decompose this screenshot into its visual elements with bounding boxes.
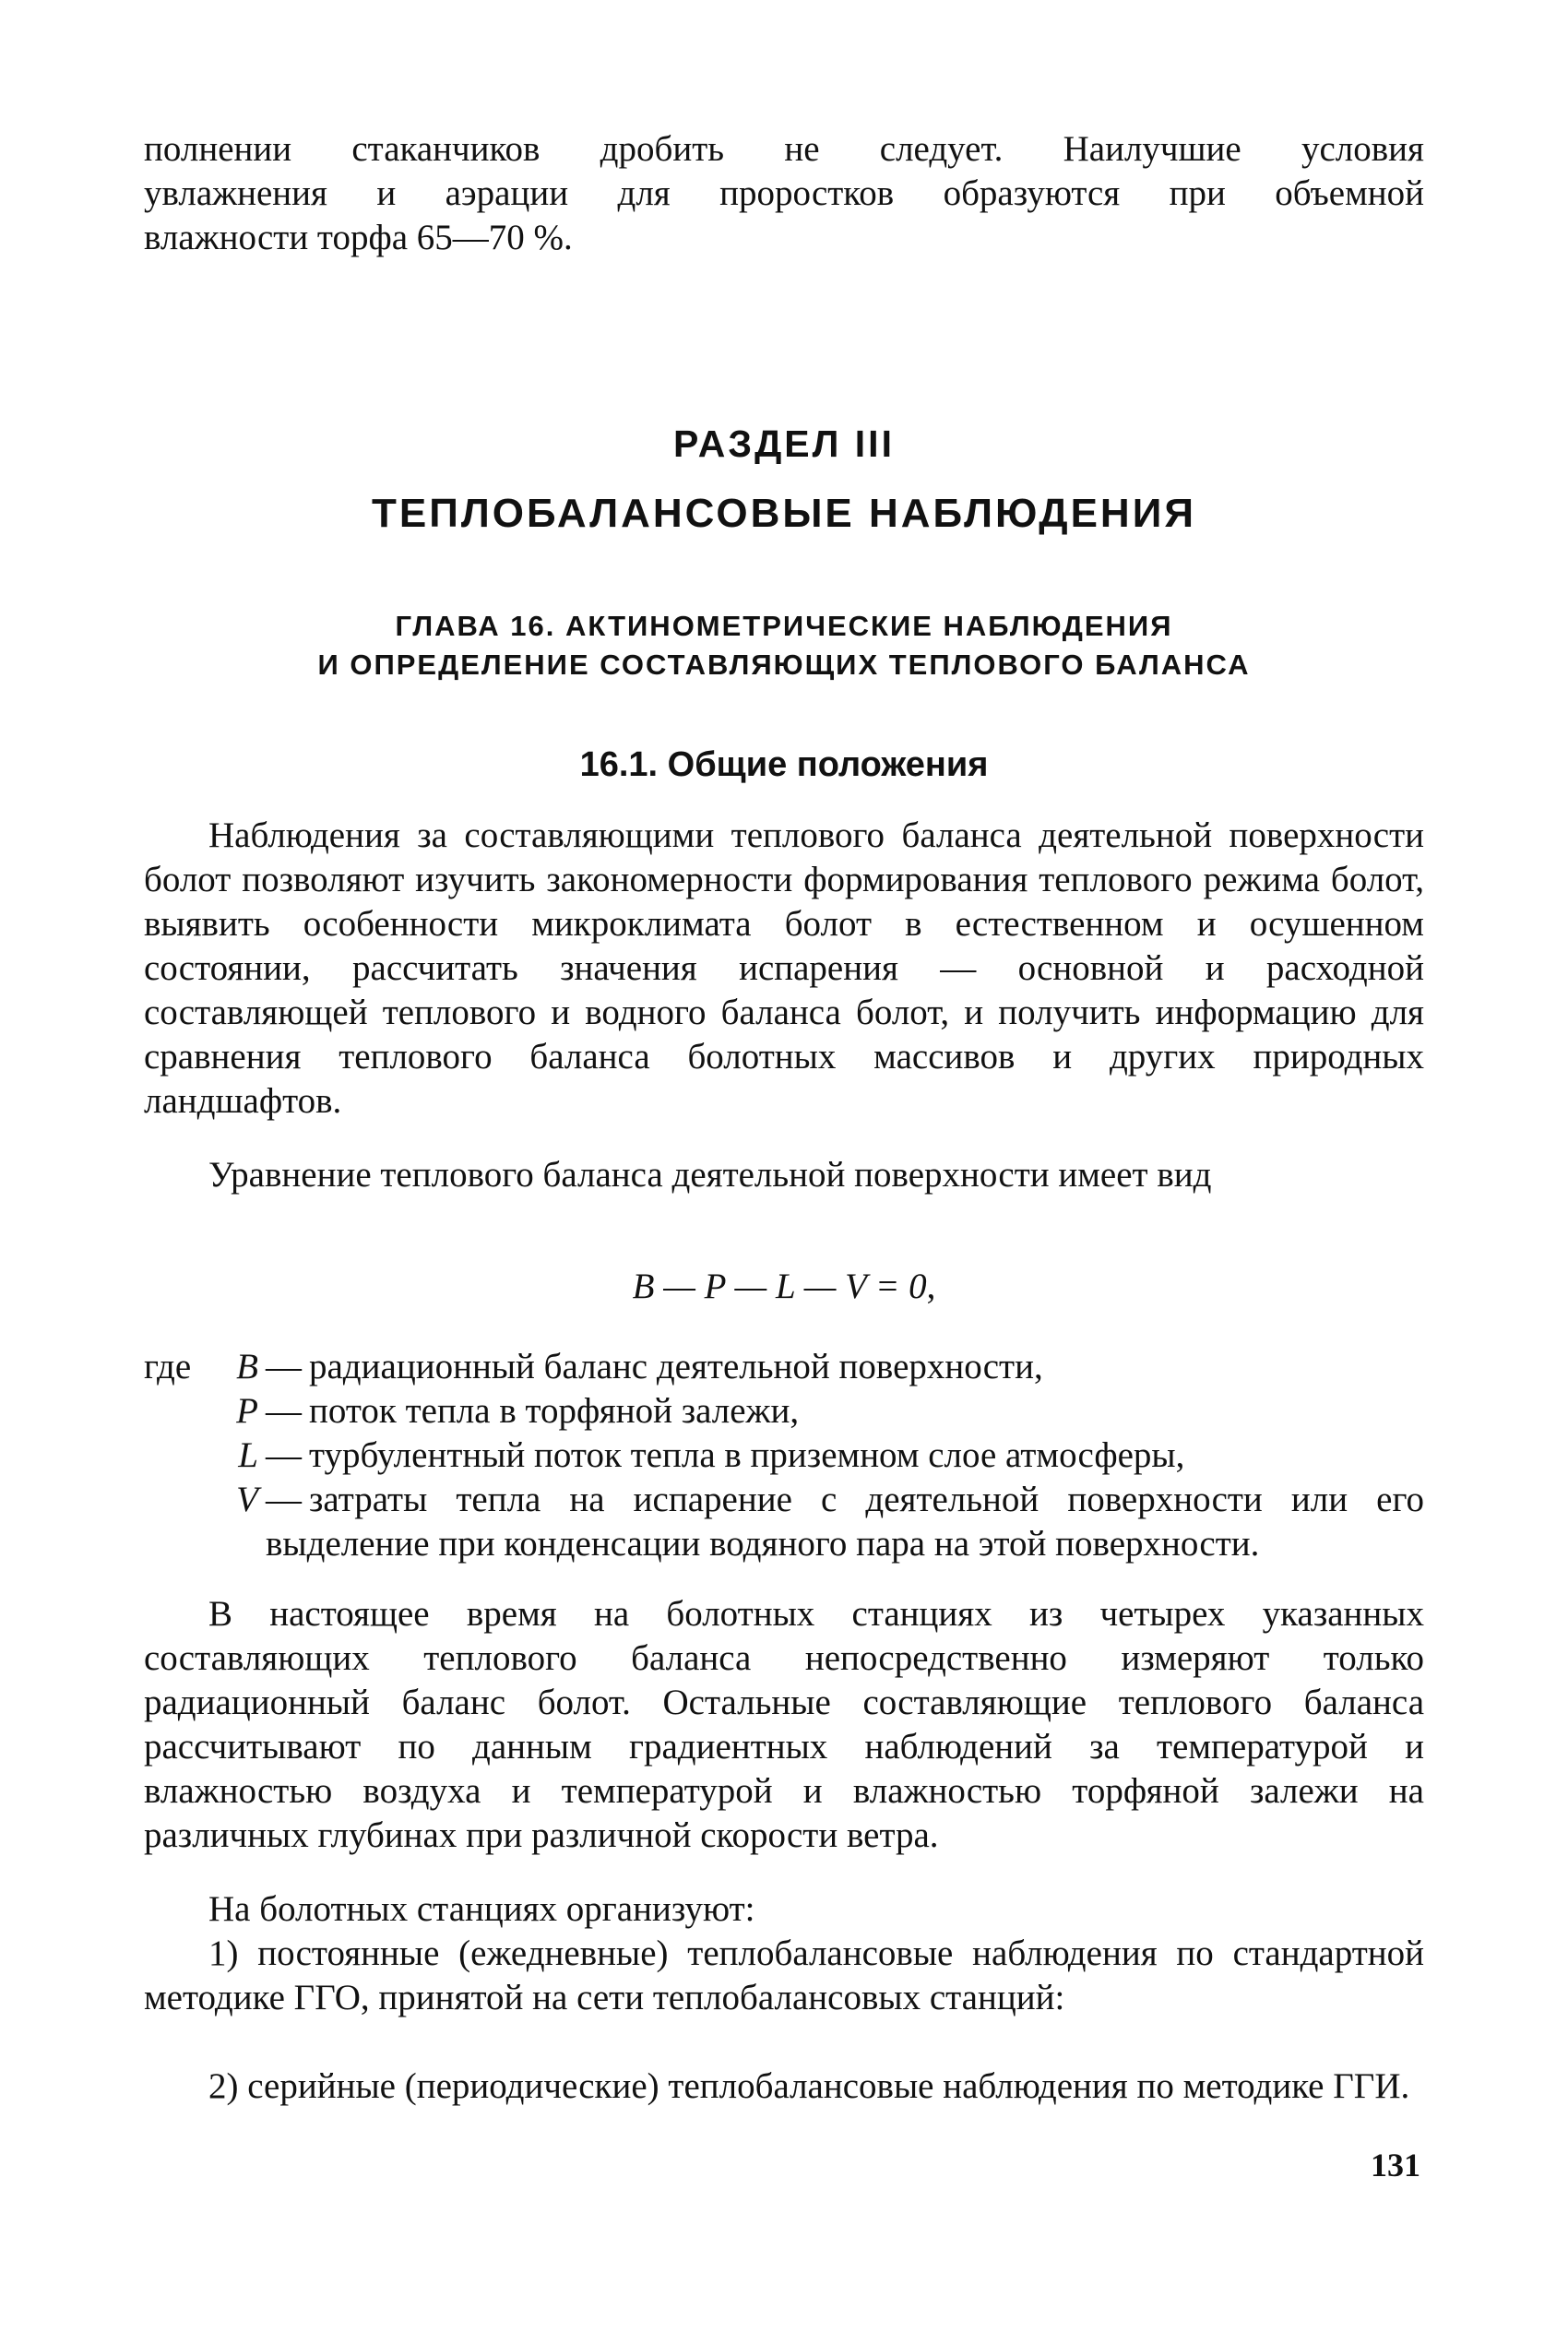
- definition-text: турбулентный поток тепла в приземном слое атмосферы,: [309, 1435, 1185, 1475]
- definitions-list: [144, 1345, 1424, 1566]
- chapter-title-line-2: И ОПРЕДЕЛЕНИЕ СОСТАВЛЯЮЩИХ ТЕПЛОВОГО БАЛАНСА: [317, 648, 1251, 681]
- chapter-title-line-1: ГЛАВА 16. АКТИНОМЕТРИЧЕСКИЕ НАБЛЮДЕНИЯ: [395, 610, 1173, 642]
- definition-symbol: V: [236, 1480, 258, 1519]
- definition-text: поток тепла в торфяной залежи,: [309, 1391, 800, 1431]
- paragraph-4: На болотных станциях организуют:: [208, 1889, 755, 1929]
- definition-symbol: B: [236, 1347, 258, 1386]
- page-number: 131: [1371, 2147, 1420, 2183]
- chapter-title: [144, 607, 1424, 684]
- top-paragraph-line: влажности торфа 65—70 %.: [144, 218, 573, 257]
- paragraph-1: Наблюдения за составляющими теплового баланса деятельной поверхности болот позволяют изучить закономерности формирования теплового режима болот, выявить особенности микроклимата болот в естественном и осушенном состоянии, рассчитать значения испарения — основной и расходной составляющей теплового и водного баланса болот, и получить информацию для сравнения теплового баланса болотных массивов и других природных ландшафтов.: [144, 815, 1424, 1121]
- definition-dash: —: [266, 1347, 302, 1386]
- paragraph-2: Уравнение теплового баланса деятельной поверхности имеет вид: [208, 1155, 1212, 1195]
- top-paragraph-line: полнении стаканчиков дробить не следует. Наилучшие условия: [144, 129, 1424, 169]
- definition-dash: —: [266, 1435, 302, 1475]
- top-paragraph-line: увлажнения и аэрации для проростков образуются при объемной: [144, 173, 1424, 213]
- definition-text: радиационный баланс деятельной поверхности,: [309, 1347, 1043, 1386]
- definition-row: [144, 1389, 1424, 1434]
- definition-dash: —: [266, 1480, 302, 1519]
- definitions-prefix: где: [144, 1347, 192, 1386]
- definition-symbol: P: [236, 1391, 258, 1431]
- top-paragraph: [144, 127, 1424, 260]
- section-title: ТЕПЛОБАЛАНСОВЫЕ НАБЛЮДЕНИЯ: [372, 491, 1196, 536]
- paragraph-3: В настоящее время на болотных станциях из четырех указанных составляющих теплового баланса непосредственно измеряют только радиационный баланс болот. Остальные составляющие теплового баланса рассчитывают по данным градиентных наблюдений за температурой и влажностью воздуха и температурой и влажностью торфяной залежи на различных глубинах при различной скорости ветра.: [144, 1594, 1424, 1855]
- definition-row: [144, 1434, 1424, 1478]
- definition-row: [144, 1345, 1424, 1389]
- equation-text: B — P — L — V = 0: [632, 1267, 927, 1306]
- equation-punct: ,: [926, 1267, 936, 1306]
- paragraph-6: 2) серийные (периодические) теплобалансовые наблюдения по методике ГГИ.: [208, 2066, 1410, 2106]
- definition-dash: —: [266, 1391, 302, 1431]
- heat-balance-equation: [144, 1266, 1424, 1307]
- definition-symbol: L: [238, 1435, 258, 1475]
- definition-row: [144, 1478, 1424, 1566]
- subsection-title: 16.1. Общие положения: [579, 745, 989, 784]
- definition-text: затраты тепла на испарение с деятельной поверхности или его выделение при конденсации водяного пара на этой поверхности.: [266, 1480, 1424, 1564]
- section-label: РАЗДЕЛ III: [673, 422, 895, 465]
- paragraph-5: 1) постоянные (ежедневные) теплобалансовые наблюдения по стандартной методике ГГО, принятой на сети теплобалансовых станций:: [144, 1933, 1424, 2017]
